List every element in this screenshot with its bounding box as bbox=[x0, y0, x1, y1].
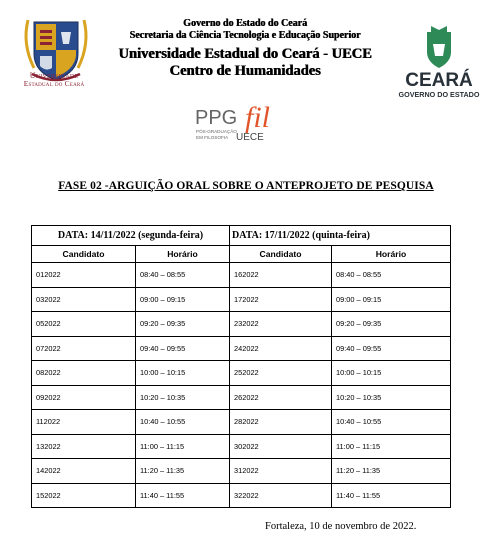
day2-time-cell: 10:20 – 10:35 bbox=[332, 385, 451, 410]
ppg-logo-subtitle-line1: PÓS-GRADUAÇÃO bbox=[196, 129, 237, 134]
day2-time-cell: 10:40 – 10:55 bbox=[332, 410, 451, 435]
table-row bbox=[32, 312, 451, 337]
date-header-row bbox=[32, 226, 451, 246]
day1-time-cell: 11:40 – 11:55 bbox=[136, 483, 230, 508]
uece-logo-caption-line1: Universidade bbox=[29, 71, 79, 80]
day1-candidate-cell: 132022 bbox=[32, 434, 136, 459]
day2-candidate-header: Candidato bbox=[230, 246, 332, 263]
ceara-logo-subtitle: GOVERNO DO ESTADO bbox=[398, 90, 480, 99]
day2-candidate-cell: 172022 bbox=[230, 287, 332, 312]
ppg-logo-subtitle-line2: EM FILOSOFIA bbox=[196, 135, 229, 140]
day1-time-header: Horário bbox=[136, 246, 230, 263]
day1-time-cell: 10:20 – 10:35 bbox=[136, 385, 230, 410]
ppg-logo-fil-text: fil bbox=[245, 101, 271, 134]
day1-candidate-cell: 082022 bbox=[32, 361, 136, 386]
day2-candidate-cell: 162022 bbox=[230, 263, 332, 288]
day2-time-header: Horário bbox=[332, 246, 451, 263]
day2-time-cell: 11:00 – 11:15 bbox=[332, 434, 451, 459]
document-header bbox=[0, 0, 492, 150]
day1-candidate-cell: 112022 bbox=[32, 410, 136, 435]
day2-candidate-cell: 242022 bbox=[230, 336, 332, 361]
ceara-emblem-icon bbox=[427, 26, 451, 68]
day1-time-cell: 09:00 – 09:15 bbox=[136, 287, 230, 312]
column-header-row bbox=[32, 246, 451, 263]
table-row bbox=[32, 434, 451, 459]
phase-title: FASE 02 -ARGUIÇÃO ORAL SOBRE O ANTEPROJETO DE PESQUISA bbox=[58, 180, 434, 192]
ceara-government-logo bbox=[393, 22, 485, 102]
day2-candidate-cell: 252022 bbox=[230, 361, 332, 386]
table-row bbox=[32, 287, 451, 312]
ppg-logo-uece-text: UECE bbox=[236, 132, 264, 142]
day2-date-cell: DATA: 17/11/2022 (quinta-feira) bbox=[230, 226, 451, 246]
table-row bbox=[32, 459, 451, 484]
day1-candidate-cell: 142022 bbox=[32, 459, 136, 484]
day1-candidate-cell: 032022 bbox=[32, 287, 136, 312]
day1-candidate-cell: 012022 bbox=[32, 263, 136, 288]
table-row bbox=[32, 263, 451, 288]
day2-time-cell: 09:20 – 09:35 bbox=[332, 312, 451, 337]
day1-time-cell: 08:40 – 08:55 bbox=[136, 263, 230, 288]
day2-time-cell: 11:20 – 11:35 bbox=[332, 459, 451, 484]
day1-candidate-header: Candidato bbox=[32, 246, 136, 263]
day2-candidate-cell: 312022 bbox=[230, 459, 332, 484]
day2-time-cell: 09:40 – 09:55 bbox=[332, 336, 451, 361]
day2-candidate-cell: 302022 bbox=[230, 434, 332, 459]
day2-time-cell: 08:40 – 08:55 bbox=[332, 263, 451, 288]
table-row bbox=[32, 336, 451, 361]
day1-time-cell: 09:20 – 09:35 bbox=[136, 312, 230, 337]
day2-time-cell: 11:40 – 11:55 bbox=[332, 483, 451, 508]
table-row bbox=[32, 483, 451, 508]
ppg-logo-ppg-text: PPG bbox=[195, 107, 238, 129]
day2-candidate-cell: 322022 bbox=[230, 483, 332, 508]
ppg-filosofia-logo bbox=[193, 100, 303, 142]
day1-candidate-cell: 152022 bbox=[32, 483, 136, 508]
place-date-footer: Fortaleza, 10 de novembro de 2022. bbox=[265, 521, 417, 532]
table-row bbox=[32, 385, 451, 410]
day2-candidate-cell: 232022 bbox=[230, 312, 332, 337]
table-row bbox=[32, 410, 451, 435]
uece-logo-caption-line2: Estadual do Ceará bbox=[23, 78, 85, 88]
day1-time-cell: 10:40 – 10:55 bbox=[136, 410, 230, 435]
header-university-line: Universidade Estadual do Ceará - UECE bbox=[118, 46, 372, 62]
day2-candidate-cell: 282022 bbox=[230, 410, 332, 435]
day2-time-cell: 10:00 – 10:15 bbox=[332, 361, 451, 386]
ceara-logo-wordmark: CEARÁ bbox=[405, 70, 473, 91]
header-government-line: Governo do Estado do Ceará bbox=[183, 18, 307, 29]
day1-time-cell: 11:20 – 11:35 bbox=[136, 459, 230, 484]
day2-time-cell: 09:00 – 09:15 bbox=[332, 287, 451, 312]
header-secretariat-line: Secretaria da Ciência Tecnologia e Educação Superior bbox=[129, 30, 361, 41]
day1-date-cell: DATA: 14/11/2022 (segunda-feira) bbox=[32, 226, 230, 246]
day1-time-cell: 09:40 – 09:55 bbox=[136, 336, 230, 361]
day1-time-cell: 10:00 – 10:15 bbox=[136, 361, 230, 386]
day1-candidate-cell: 052022 bbox=[32, 312, 136, 337]
day1-candidate-cell: 092022 bbox=[32, 385, 136, 410]
table-row bbox=[32, 361, 451, 386]
day1-time-cell: 11:00 – 11:15 bbox=[136, 434, 230, 459]
header-text-block bbox=[80, 18, 410, 80]
schedule-table bbox=[31, 225, 451, 508]
header-center-line: Centro de Humanidades bbox=[169, 63, 321, 79]
day2-candidate-cell: 262022 bbox=[230, 385, 332, 410]
day1-candidate-cell: 072022 bbox=[32, 336, 136, 361]
